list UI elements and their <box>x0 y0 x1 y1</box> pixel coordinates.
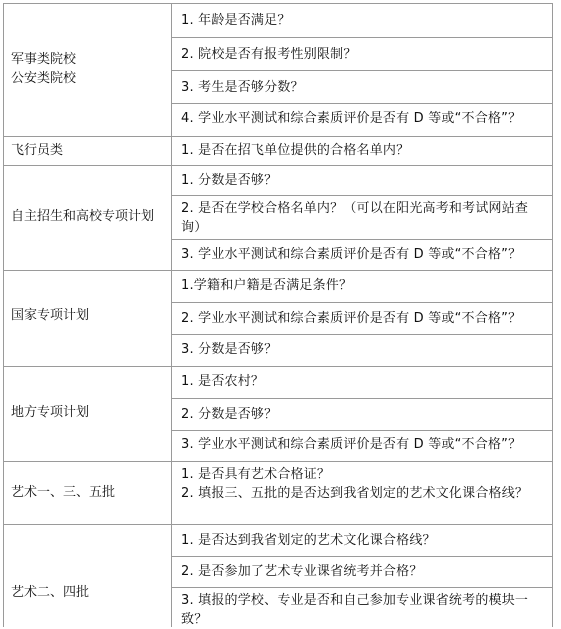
item-text: 1. 是否农村？ <box>181 374 265 389</box>
row-divider <box>171 334 553 335</box>
section-divider <box>3 366 553 367</box>
item-text: 2. 填报三、五批的是否达到我省划定的艺术文化课合格线？ <box>181 486 529 501</box>
table-left-border <box>3 3 4 627</box>
item-text: 3. 分数是否够？ <box>181 342 278 357</box>
item-text: 3. 考生是否够分数？ <box>181 80 304 95</box>
item-text: 1.学籍和户籍是否满足条件？ <box>181 278 353 293</box>
item-text: 4. 学业水平测试和综合素质评价是否有 D 等或“不合格”？ <box>181 111 522 126</box>
category-label: 艺术二、四批 <box>11 585 90 600</box>
row-divider <box>171 70 553 71</box>
table-right-border <box>552 3 553 627</box>
row-divider <box>171 103 553 104</box>
section-divider <box>3 165 553 166</box>
item-text: 1. 是否达到我省划定的艺术文化课合格线？ <box>181 533 436 548</box>
item-text: 2. 院校是否有报考性别限制？ <box>181 47 357 62</box>
item-text: 2. 是否在学校合格名单内？（可以在阳光高考和考试网站查询） <box>181 201 529 235</box>
item-text: 1. 是否具有艺术合格证？ <box>181 467 331 482</box>
category-label: 自主招生和高校专项计划 <box>11 209 155 224</box>
item-text: 2. 分数是否够？ <box>181 407 278 422</box>
table-top-border <box>3 3 553 4</box>
item-text: 1. 年龄是否满足？ <box>181 13 291 28</box>
requirements-table <box>3 3 553 627</box>
section-divider <box>3 461 553 462</box>
item-text: 3. 学业水平测试和综合素质评价是否有 D 等或“不合格”？ <box>181 247 522 262</box>
item-text: 3. 学业水平测试和综合素质评价是否有 D 等或“不合格”？ <box>181 437 522 452</box>
table-column-divider <box>171 3 172 627</box>
section-divider <box>3 136 553 137</box>
item-text: 1. 是否在招飞单位提供的合格名单内？ <box>181 143 410 158</box>
row-divider <box>171 37 553 38</box>
section-divider <box>3 524 553 525</box>
row-divider <box>171 195 553 196</box>
row-divider <box>171 587 553 588</box>
item-text: 2. 是否参加了艺术专业课省统考并合格？ <box>181 564 423 579</box>
category-label: 国家专项计划 <box>11 308 90 323</box>
row-divider <box>171 430 553 431</box>
category-label: 公安类院校 <box>11 71 77 86</box>
category-label: 地方专项计划 <box>11 405 90 420</box>
item-text: 3. 填报的学校、专业是否和自己参加专业课省统考的模块一致？ <box>181 593 529 627</box>
row-divider <box>171 398 553 399</box>
item-text: 1. 分数是否够？ <box>181 173 278 188</box>
row-divider <box>171 556 553 557</box>
section-divider <box>3 270 553 271</box>
category-label: 艺术一、三、五批 <box>11 485 116 500</box>
category-label: 军事类院校 <box>11 52 77 67</box>
row-divider <box>171 302 553 303</box>
category-label: 飞行员类 <box>11 143 64 158</box>
row-divider <box>171 239 553 240</box>
item-text: 2. 学业水平测试和综合素质评价是否有 D 等或“不合格”？ <box>181 311 522 326</box>
